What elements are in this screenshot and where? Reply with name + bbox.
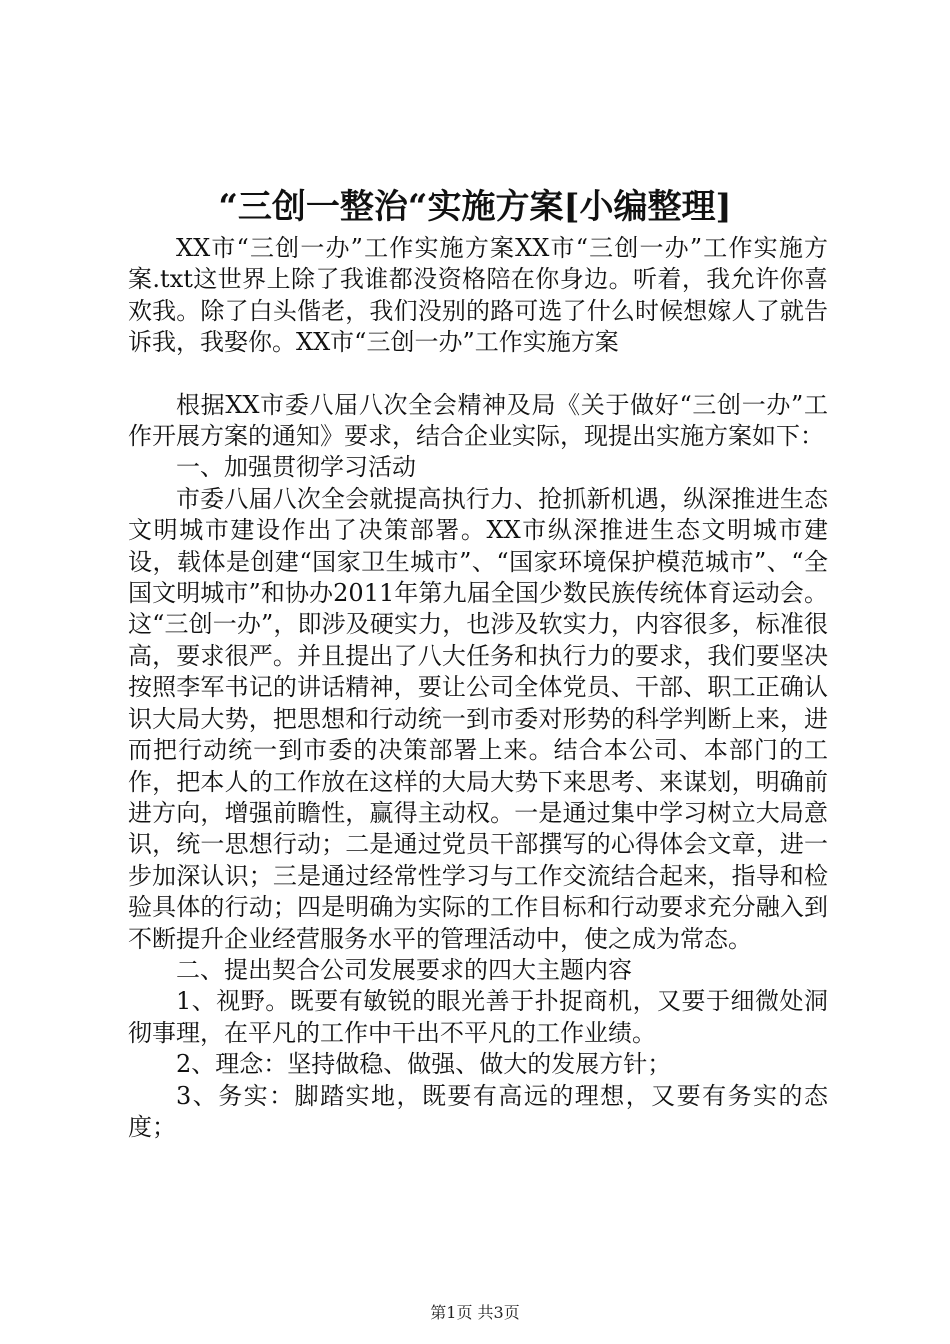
- theme-item-3: 3、务实：脚踏实地，既要有高远的理想，又要有务实的态度；: [128, 1081, 828, 1141]
- section-heading-1: 一、加强贯彻学习活动: [176, 453, 416, 482]
- intro-paragraph: XX市“三创一办”工作实施方案XX市“三创一办”工作实施方案.txt这世界上除了我谁都没资格陪在你身边。听着，我允许你喜欢我。除了白头偕老，我们没别的路可选了什么时候想嫁人了就告诉我，我娶你。XX市“三创一办”工作实施方案: [128, 234, 828, 357]
- document-title: “三创一整治“实施方案[小编整理]: [218, 187, 732, 227]
- page-number: 第1页: [430, 1303, 473, 1322]
- basis-paragraph: 根据XX市委八届八次全会精神及局《关于做好“三创一办”工作开展方案的通知》要求，结合企业实际，现提出实施方案如下：: [128, 390, 828, 451]
- page-footer: [0, 1302, 950, 1324]
- section-1-paragraph: 市委八届八次全会就提高执行力、抢抓新机遇，纵深推进生态文明城市建设作出了决策部署。XX市纵深推进生态文明城市建设，载体是创建“国家卫生城市”、“国家环境保护模范城市”、“全国文明城市”和协办2011年第九届全国少数民族传统体育运动会。这“三创一办”，即涉及硬实力，也涉及软实力，内容很多，标准很高，要求很严。并且提出了八大任务和执行力的要求，我们要坚决按照李军书记的讲话精神，要让公司全体党员、干部、职工正确认识大局大势，把思想和行动统一到市委对形势的科学判断上来，进而把行动统一到市委的决策部署上来。结合本公司、本部门的工作，把本人的工作放在这样的大局大势下来思考、来谋划，明确前进方向，增强前瞻性，赢得主动权。一是通过集中学习树立大局意识，统一思想行动；二是通过党员干部撰写的心得体会文章，进一步加深认识；三是通过经常性学习与工作交流结合起来，指导和检验具体的行动；四是明确为实际的工作目标和行动要求充分融入到不断提升企业经营服务水平的管理活动中，使之成为常态。: [128, 484, 828, 953]
- page-total: 共3页: [477, 1303, 520, 1322]
- theme-item-1: 1、视野。既要有敏锐的眼光善于扑捉商机，又要于细微处洞彻事理，在平凡的工作中干出不平凡的工作业绩。: [128, 987, 828, 1047]
- document-body: [128, 233, 828, 1143]
- section-heading-2: 二、提出契合公司发展要求的四大主题内容: [176, 955, 632, 984]
- theme-item-2: 2、理念：坚持做稳、做强、做大的发展方针；: [176, 1050, 672, 1079]
